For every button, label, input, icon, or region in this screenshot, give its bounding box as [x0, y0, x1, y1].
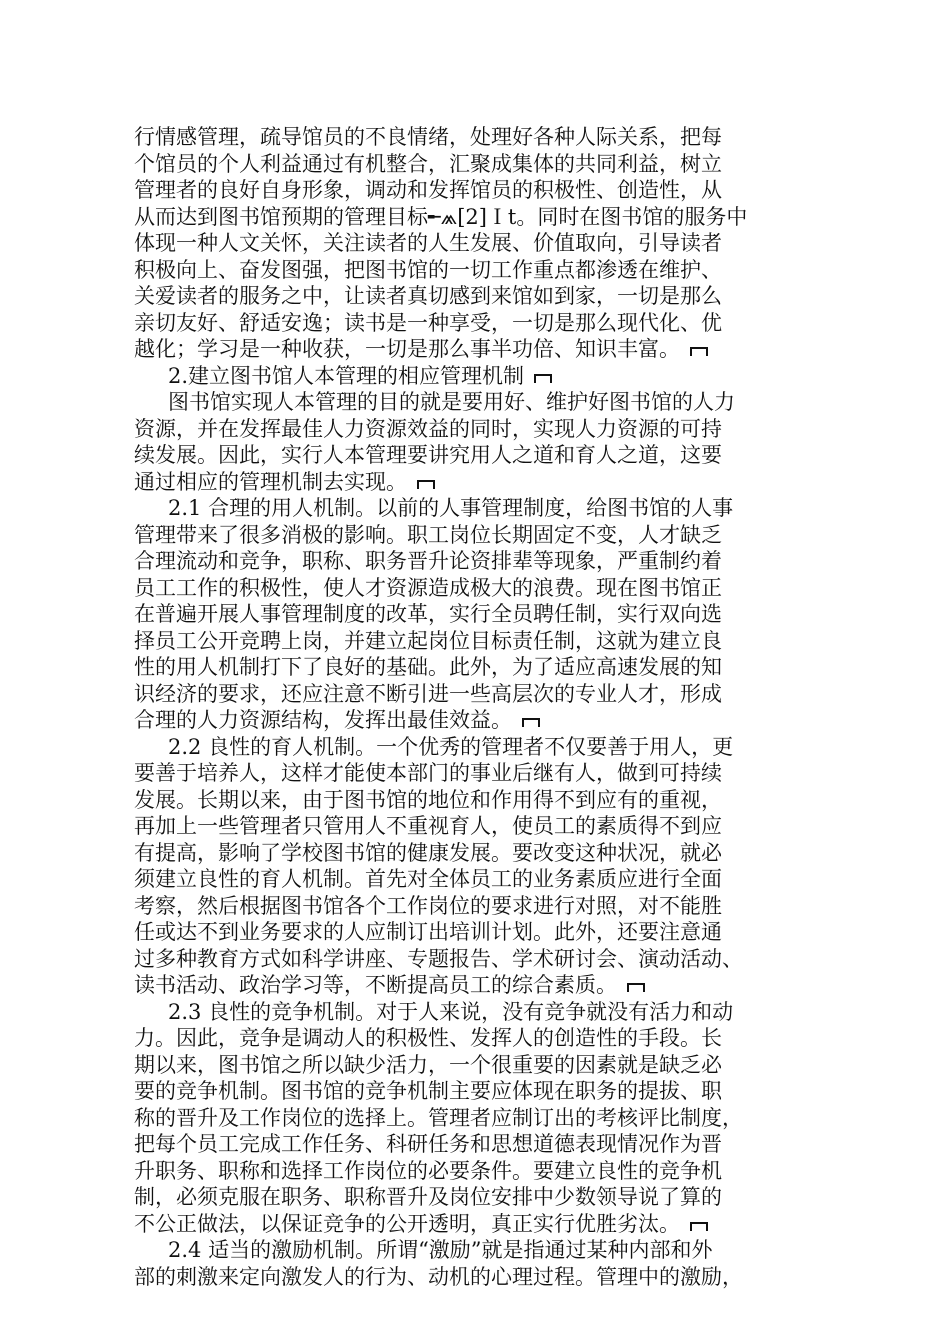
- paragraph-end-line: [134, 469, 854, 496]
- text-line: 积极向上、奋发图强，把图书馆的一切工作重点都渗透在维护、: [134, 257, 722, 282]
- text-line: 个馆员的个人利益通过有机整合，汇聚成集体的共同利益，树立: [134, 151, 722, 176]
- text-line: 须建立良性的育人机制。首先对全体员工的业务素质应进行全面: [134, 867, 722, 891]
- text-line: 管理带来了很多消极的影响。职工岗位长期固定不变，人才缺乏: [134, 522, 722, 547]
- text-line-content: 越化；学习是一种收获，一切是那么事半功倍、知识丰富。: [134, 337, 680, 361]
- text-line: 任或达不到业务要求的人应制订出培训计划。此外，还要注意通: [134, 920, 722, 944]
- text-line: 2.4 适当的激励机制。所谓“激励”就是指通过某种内部和外: [168, 1238, 713, 1262]
- text-line-content: 通过相应的管理机制去实现。: [134, 469, 407, 494]
- text-line: 制，必须克服在职务、职称晋升及岗位安排中少数领导说了算的: [134, 1185, 722, 1209]
- section-heading: [134, 363, 854, 390]
- text-line: 在普遍开展人事管理制度的改革，实行全员聘任制，实行双向选: [134, 602, 722, 626]
- text-line: 关爱读者的服务之中，让读者真切感到来馆如到家，一切是那么: [134, 284, 722, 308]
- text-line: 有提高，影响了学校图书馆的健康发展。要改变这种状况，就必: [134, 840, 722, 865]
- text-line: 从而达到图书馆预期的管理目标╾⩕[2]Ｉt。同时在图书馆的服务中: [134, 204, 748, 229]
- text-line: 识经济的要求，还应注意不断引进一些高层次的专业人才，形成: [134, 681, 722, 706]
- paragraph-mark-icon: [522, 716, 540, 728]
- text-line: 行情感管理，疏导馆员的不良情绪，处理好各种人际关系，把每: [134, 125, 722, 149]
- text-line: 亲切友好、舒适安逸；读书是一种享受，一切是那么现代化、优: [134, 310, 722, 335]
- text-line: 发展。长期以来，由于图书馆的地位和作用得不到应有的重视，: [134, 787, 722, 812]
- text-line: 要善于培养人，这样才能使本部门的事业后继有人，做到可持续: [134, 761, 722, 785]
- paragraph-mark-icon: [690, 345, 708, 357]
- text-line: 期以来，图书馆之所以缺少活力，一个很重要的因素就是缺乏必: [134, 1052, 722, 1077]
- text-line: 管理者的良好自身形象，调动和发挥馆员的积极性、创造性，从: [134, 178, 722, 202]
- paragraph-mark-icon: [417, 478, 435, 490]
- text-line: 考察，然后根据图书馆各个工作岗位的要求进行对照，对不能胜: [134, 893, 722, 918]
- text-line: 把每个员工完成工作任务、科研任务和思想道德表现情况作为晋: [134, 1132, 722, 1156]
- text-line: 部的刺激来定向激发人的行为、动机的心理过程。管理中的激励，: [134, 1264, 743, 1289]
- text-line: 续发展。因此，实行人本管理要讲究用人之道和育人之道，这要: [134, 443, 722, 467]
- text-line-content: 合理的人力资源结构，发挥出最佳效益。: [134, 708, 512, 732]
- text-line: 2.2 良性的育人机制。一个优秀的管理者不仅要善于用人，更: [168, 734, 734, 759]
- paragraph-end-line: [134, 707, 854, 734]
- document-page: [134, 124, 854, 1290]
- text-line: 择员工公开竞聘上岗，并建立起岗位目标责任制，这就为建立良: [134, 628, 722, 653]
- text-line: 过多种教育方式如科学讲座、专题报告、学术研讨会、演动活动、: [134, 946, 743, 971]
- paragraph-end-line: [134, 1211, 854, 1238]
- paragraph-mark-icon: [690, 1220, 708, 1232]
- paragraph-end-line: [134, 972, 854, 999]
- text-line: 合理流动和竞争，职称、职务晋升论资排辈等现象，严重制约着: [134, 549, 722, 573]
- paragraph-end-line: [134, 336, 854, 363]
- section-heading-text: 2.建立图书馆人本管理的相应管理机制: [168, 363, 525, 388]
- text-line: 力。因此，竞争是调动人的积极性、发挥人的创造性的手段。长: [134, 1026, 722, 1050]
- text-line: 2.1 合理的用人机制。以前的人事管理制度，给图书馆的人事: [168, 496, 734, 520]
- text-line: 2.3 良性的竞争机制。对于人来说，没有竞争就没有活力和动: [168, 999, 734, 1024]
- paragraph-mark-icon: [534, 372, 552, 384]
- text-line: 员工工作的积极性，使人才资源造成极大的浪费。现在图书馆正: [134, 575, 722, 600]
- paragraph-mark-icon: [627, 981, 645, 993]
- text-line: 再加上一些管理者只管用人不重视育人，使员工的素质得不到应: [134, 814, 722, 838]
- text-line-content: 不公正做法，以保证竞争的公开透明，真正实行优胜劣汰。: [134, 1211, 680, 1236]
- text-line-content: 读书活动、政治学习等，不断提高员工的综合素质。: [134, 973, 617, 997]
- text-line: 资源，并在发挥最佳人力资源效益的同时，实现人力资源的可持: [134, 416, 722, 441]
- text-line: 称的晋升及工作岗位的选择上。管理者应制订出的考核评比制度，: [134, 1105, 743, 1130]
- text-line: 体现一种人文关怀，关注读者的人生发展、价值取向，引导读者: [134, 231, 722, 255]
- text-line: 升职务、职称和选择工作岗位的必要条件。要建立良性的竞争机: [134, 1158, 722, 1183]
- text-line: 图书馆实现人本管理的目的就是要用好、维护好图书馆的人力: [168, 390, 735, 414]
- text-line: 性的用人机制打下了良好的基础。此外，为了适应高速发展的知: [134, 655, 722, 679]
- text-line: 要的竞争机制。图书馆的竞争机制主要应体现在职务的提拔、职: [134, 1079, 722, 1103]
